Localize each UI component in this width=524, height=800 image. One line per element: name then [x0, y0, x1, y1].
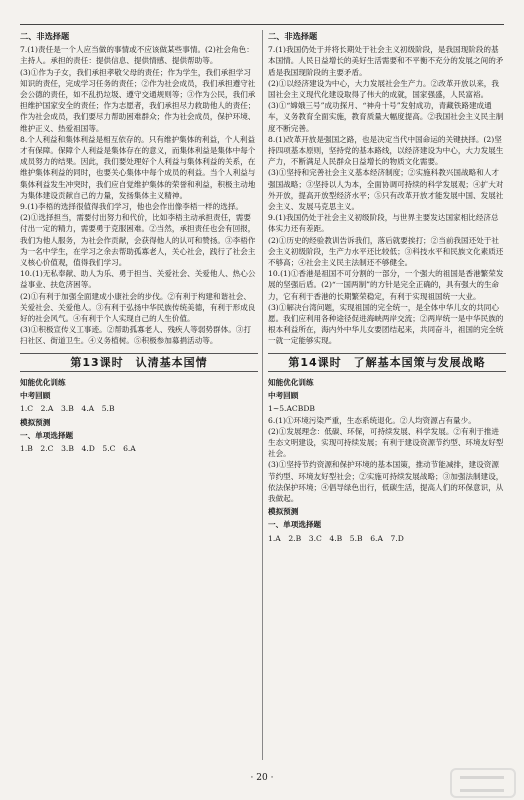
section-title: 二、非选择题 [268, 31, 318, 41]
answer-paragraph: (2)①以经济建设为中心，大力发展社会生产力。②改革开放以来，我国社会主义现代化建设取得了伟大的成就，国家强盛，人民富裕。 [268, 78, 499, 100]
subheading-choice: 一、单项选择题 [268, 520, 322, 530]
column-divider [262, 30, 263, 760]
answer-paragraph: 8.(1)改革开放是强国之路，也是决定当代中国命运的关键抉择。(2)坚持四项基本原则，坚持党的基本路线，以经济建设为中心，大力发展生产力，不断满足人民群众日益增长的物质文化需要。 [268, 134, 504, 167]
answer-paragraph: (2)①选择担当，需要付出努力和代价，比如李梧主动承担责任，需要付出一定的精力，需要勇于克服困难。②当然，承担责任也会有回报，我们为他人服务，为社会作贡献，会获得他人的认可和赞扬。③李梧作为一名中学生，在学习之余去帮助孤寡老人，关心社会，践行了社会主义核心价值观，值得我们学习。 [20, 213, 256, 268]
watermark-logo [450, 768, 516, 798]
answer-paragraph: (3)①作为子女，我们承担孝敬父母的责任；作为学生，我们承担学习知识的责任，完成学习任务的责任；②作为社会成员，我们承担遵守社会公德的责任，如不乱扔垃圾、遵守交通规则等；③作为公民，我们承担维护国家安全的责任；作为志愿者，我们承担尽力救助他人的责任；作为社会成员，我们要尽力帮助困难群众；作为社会成员，保护环境、维护正义、热爱祖国等。 [20, 67, 256, 133]
answer-paragraph: (3)①坚持节约资源和保护环境的基本国策，推动节能减排，建设资源节约型、环境友好型社会；②实施可持续发展战略；③加强法制建设，依法保护环境；④倡导绿色出行，低碳生活，提高人们的环保意识，从我做起。 [268, 460, 504, 503]
subheading-review: 中考回顾 [20, 391, 51, 401]
answer-key: 1.A 2.B 3.C 4.B 5.B 6.A 7.D [268, 533, 404, 543]
page-number: · 20 · [250, 773, 274, 783]
answer-paragraph: 10.(1)①香港是祖国不可分割的一部分，一个强大的祖国是香港繁荣发展的坚强后盾。(2)“一国两制”的方针是完全正确的，具有强大的生命力，它有利于香港的长期繁荣稳定，有利于实现祖国统一大业。 [268, 269, 504, 301]
subheading-mock: 模拟预测 [20, 417, 51, 427]
answer-paragraph: (2)①发展理念：低碳、环保，可持续发展、科学发展。②有利于推进生态文明建设，实现可持续发展；有利于建设资源节约型、环境友好型社会。 [268, 426, 504, 459]
subheading-choice: 一、单项选择题 [20, 430, 74, 440]
answer-paragraph: 7.(1)我国仍处于并将长期处于社会主义初级阶段，是我国现阶段的基本国情。人民日益增长的美好生活需要和不平衡不充分的发展之间的矛盾是我国现阶段的主要矛盾。 [268, 45, 504, 77]
lesson-title: 第13课时 认清基本国情 [20, 353, 258, 372]
answer-paragraph: 9.(1)我国仍处于社会主义初级阶段，与世界主要发达国家相比经济总体实力还有差距。 [268, 213, 499, 234]
answer-key: 1.C 2.A 3.B 4.A 5.B [20, 404, 115, 414]
left-column [20, 30, 258, 454]
answer-key: 1~5.ACBDB [268, 404, 315, 414]
right-column [268, 30, 506, 544]
answer-paragraph: 7.(1)责任是一个人应当做的事情或不应该做某些事情。(2)社会角色：主持人。承担的责任：提供信息、提供情感、提供帮助等。 [20, 45, 254, 66]
subheading-review: 中考回顾 [268, 391, 299, 401]
answer-paragraph: (3)①解决台湾问题，实现祖国的完全统一，是全体中华儿女的共同心愿。我们应利用各种途径促进海峡两岸交流；②两岸统一是中华民族的根本利益所在，海内外中华儿女要团结起来，共同奋斗，祖国的完全统一就一定能够实现。 [268, 302, 504, 346]
answer-paragraph: (3)①积极宣传义工事迹。②帮助孤寡老人、残疾人等弱势群体。③打扫社区、街道卫生。④义务植树。⑤积极参加募捐活动等。 [20, 325, 251, 346]
answer-paragraph: 8.个人利益和集体利益是相互依存的。只有维护集体的利益，个人利益才有保障。保障个人利益是集体存在的意义，而集体利益是集体中每个成员努力的结果。因此，我们要处理好个人利益与集体利益的关系，在维护集体利益的同时，也要关心集体中每个成员的利益。当个人利益与集体利益发生冲突时，我们应自觉维护集体的荣誉和利益，积极主动地为集体建设贡献自己的力量，发扬集体主义精神。 [20, 134, 256, 200]
answer-paragraph: 10.(1)无私奉献、助人为乐、勇于担当、关爱社会、关爱他人、热心公益事业、扶危济困等。 [20, 269, 256, 290]
subheading-mock: 模拟预测 [268, 507, 299, 517]
answer-paragraph: 6.(1)①环境污染严重，生态系统退化。②人均资源占有量少。 [268, 415, 476, 425]
lesson-title: 第14课时 了解基本国策与发展战略 [268, 353, 506, 372]
section-title: 二、非选择题 [20, 31, 70, 41]
answer-key: 1.B 2.C 3.B 4.D 5.C 6.A [20, 443, 136, 453]
answer-paragraph: (3)①“嫦娥三号”成功探月、“神舟十号”发射成功，青藏铁路建成通车，义务教育全面实施，教育质量大幅度提高。②我国社会主义民主制度不断完善。 [268, 101, 504, 133]
answer-paragraph: (2)①历史的经验教训告诉我们，落后就要挨打；②当前我国还处于社会主义初级阶段，生产力水平还比较低；③科技水平和民族文化素质还不够高；④社会主义民主法制还不够健全。 [268, 235, 504, 268]
training-label: 知能优化训练 [20, 377, 66, 387]
answer-paragraph: 9.(1)李梧的选择很值得我们学习，他也会作出像李梧一样的选择。 [20, 202, 244, 212]
answer-paragraph: (2)①有利于加强全面建成小康社会的步伐。②有利于构建和谐社会、关爱社会、关爱他人。③有利于弘扬中华民族传统美德，有利于形成良好的社会风气。④有利于个人实现自己的人生价值。 [20, 291, 256, 324]
answer-paragraph: (3)①坚持和完善社会主义基本经济制度；②实施科教兴国战略和人才强国战略；③坚持以人为本，全面协调可持续的科学发展观；④扩大对外开放，提高开放型经济水平；⑤只有改革开放才能发展中国、发展社会主义、发展马克思主义。 [268, 168, 504, 212]
training-label: 知能优化训练 [268, 377, 314, 387]
top-rule [20, 24, 504, 25]
